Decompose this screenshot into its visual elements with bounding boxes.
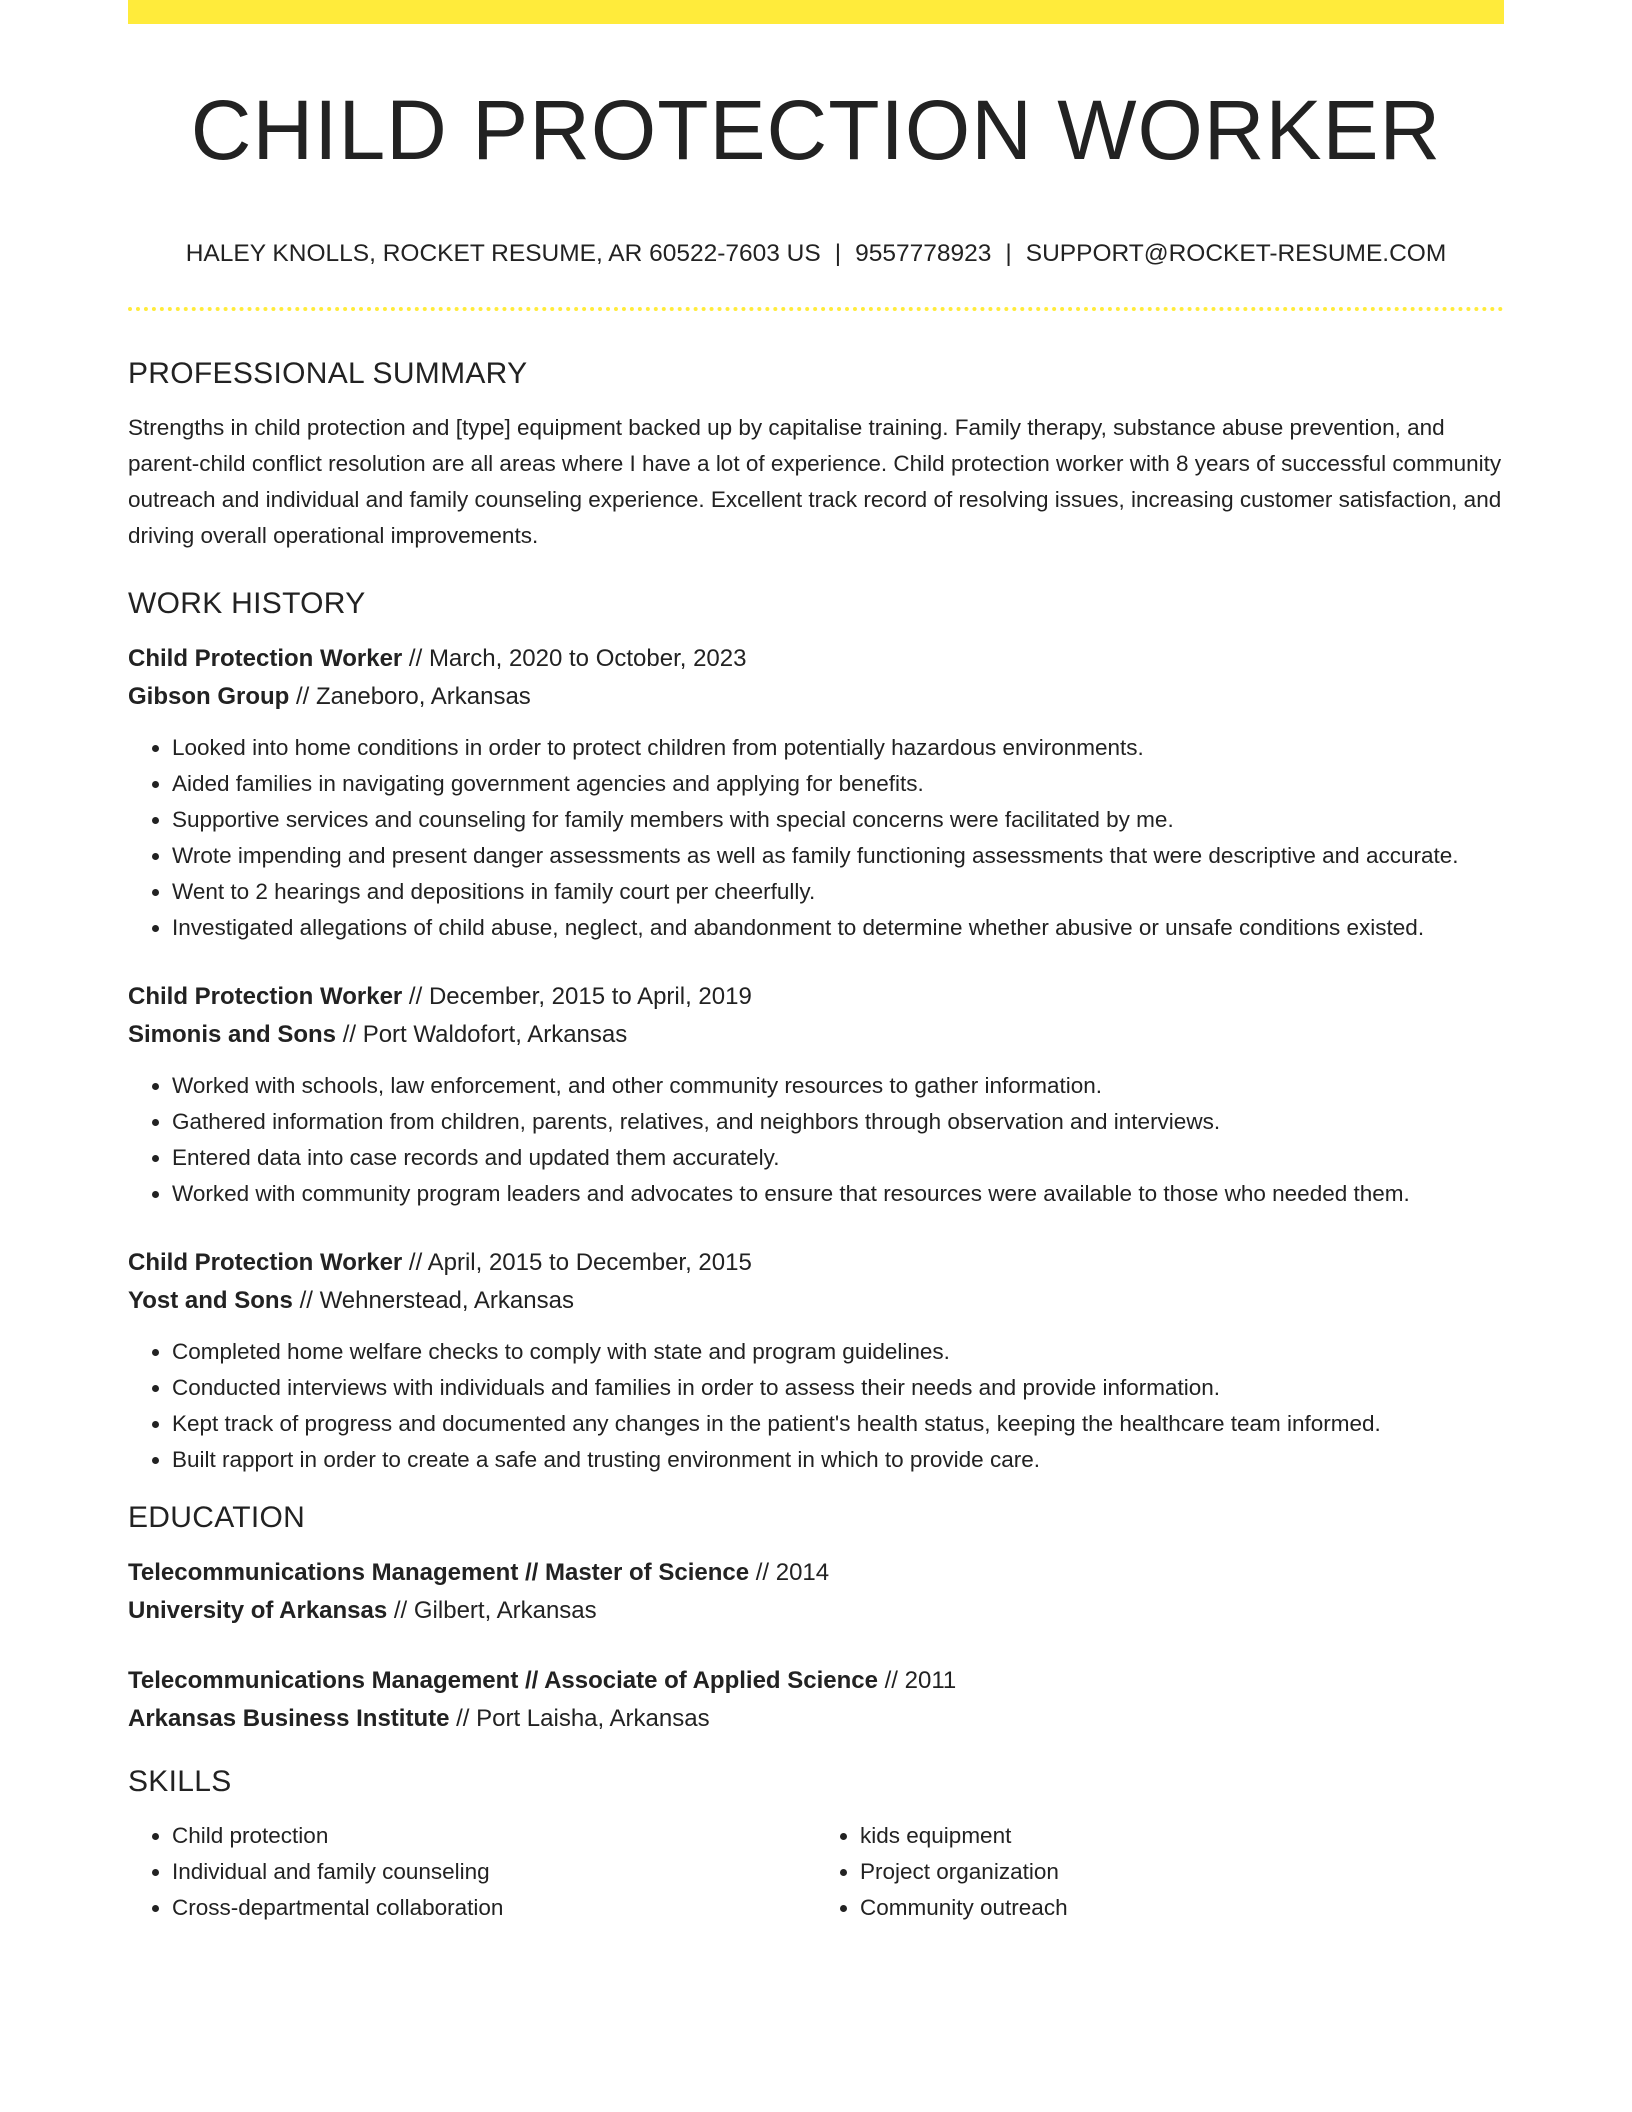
skills-columns [128, 1818, 1504, 1926]
list-item: • Went to 2 hearings and depositions in family court per cheerfully. [172, 874, 1504, 910]
job-entry [128, 978, 1504, 1212]
school-line [128, 1700, 1504, 1738]
dotted-divider [128, 307, 1504, 311]
list-item: • Community outreach [860, 1890, 1504, 1926]
summary-section [128, 352, 1504, 554]
list-item: • Worked with community program leaders and advocates to ensure that resources were available to those who needed them. [172, 1176, 1504, 1212]
section-heading: SKILLS [128, 1765, 232, 1798]
contact-separator: | [1005, 240, 1012, 267]
graduation-year: // 2014 [749, 1559, 830, 1586]
graduation-year: // 2011 [877, 1667, 957, 1694]
degree-line [128, 1662, 1504, 1700]
resume-content [128, 352, 1504, 1926]
job-company-line [128, 678, 1504, 716]
job-entry [128, 1244, 1504, 1478]
contact-separator: | [834, 240, 842, 267]
work-history-section [128, 582, 1504, 1478]
job-bullets [128, 730, 1504, 946]
degree-line [128, 1554, 1504, 1592]
list-item: • Investigated allegations of child abuse, neglect, and abandonment to determine whether abusive or unsafe conditions existed. [172, 910, 1504, 946]
list-item: • Project organization [860, 1854, 1504, 1890]
contact-phone: 9557778923 [855, 240, 992, 267]
list-item: • Conducted interviews with individuals and families in order to assess their needs and provide information. [172, 1370, 1504, 1406]
school-name: Arkansas Business Institute [128, 1705, 450, 1732]
list-item: • Built rapport in order to create a safe and trusting environment in which to provide care. [172, 1442, 1504, 1478]
list-item: • Wrote impending and present danger assessments as well as family functioning assessments that were descriptive and accurate. [172, 838, 1504, 874]
contact-line [128, 236, 1504, 272]
job-dates: // March, 2020 to October, 2023 [402, 645, 747, 672]
list-item: • Looked into home conditions in order to protect children from potentially hazardous environments. [172, 730, 1504, 766]
degree: Telecommunications Management // Associate of Applied Science [128, 1667, 878, 1694]
job-entry [128, 640, 1504, 946]
job-location: // Port Waldofort, Arkansas [336, 1021, 628, 1048]
school-location: // Port Laisha, Arkansas [449, 1705, 710, 1732]
job-company: Simonis and Sons [128, 1021, 337, 1048]
section-heading: EDUCATION [128, 1501, 306, 1534]
job-title: Child Protection Worker [128, 645, 403, 672]
section-heading: WORK HISTORY [128, 587, 366, 620]
list-item: • Worked with schools, law enforcement, and other community resources to gather information. [172, 1068, 1504, 1104]
list-item: • Gathered information from children, parents, relatives, and neighbors through observation and interviews. [172, 1104, 1504, 1140]
skills-list-right [816, 1818, 1504, 1926]
education-entry [128, 1662, 1504, 1738]
contact-address: HALEY KNOLLS, ROCKET RESUME, AR 60522-7603 US [185, 240, 821, 267]
resume-title: CHILD PROTECTION WORKER [190, 83, 1442, 177]
job-bullets [128, 1334, 1504, 1478]
job-title: Child Protection Worker [128, 1249, 403, 1276]
list-item: • Completed home welfare checks to comply with state and program guidelines. [172, 1334, 1504, 1370]
job-title-line [128, 1244, 1504, 1282]
school-location: // Gilbert, Arkansas [387, 1597, 597, 1624]
job-title-line [128, 978, 1504, 1016]
contact-email: SUPPORT@ROCKET-RESUME.COM [1025, 240, 1447, 267]
education-section [128, 1496, 1504, 1738]
list-item: • Entered data into case records and updated them accurately. [172, 1140, 1504, 1176]
job-company: Yost and Sons [128, 1287, 293, 1314]
list-item: • Kept track of progress and documented any changes in the patient's health status, keeping the healthcare team informed. [172, 1406, 1504, 1442]
job-dates: // April, 2015 to December, 2015 [402, 1249, 752, 1276]
list-item: • Supportive services and counseling for family members with special concerns were facilitated by me. [172, 802, 1504, 838]
list-item: • kids equipment [860, 1818, 1504, 1854]
job-company-line [128, 1282, 1504, 1320]
list-item: • Child protection [172, 1818, 816, 1854]
job-company: Gibson Group [128, 683, 290, 710]
section-heading: PROFESSIONAL SUMMARY [128, 357, 528, 390]
job-location: // Zaneboro, Arkansas [289, 683, 531, 710]
skills-list-left [128, 1818, 816, 1926]
list-item: • Aided families in navigating government agencies and applying for benefits. [172, 766, 1504, 802]
job-title: Child Protection Worker [128, 983, 403, 1010]
job-dates: // December, 2015 to April, 2019 [402, 983, 752, 1010]
summary-text: Strengths in child protection and [type] equipment backed up by capitalise training. Family therapy, substance abuse prevention, and parent-child conflict resolution are all areas where I have a lot of experience. Child protection worker with 8 years of successful community outreach and individual and family counseling experience. Excellent track record of resolving issues, increasing customer satisfaction, and driving overall operational improvements. [128, 415, 1502, 548]
list-item: • Cross-departmental collaboration [172, 1890, 816, 1926]
list-item: • Individual and family counseling [172, 1854, 816, 1890]
job-location: // Wehnerstead, Arkansas [292, 1287, 574, 1314]
school-name: University of Arkansas [128, 1597, 388, 1624]
accent-bar [128, 0, 1504, 24]
degree: Telecommunications Management // Master of Science [128, 1559, 750, 1586]
job-bullets [128, 1068, 1504, 1212]
skills-section [128, 1760, 1504, 1926]
school-line [128, 1592, 1504, 1630]
job-title-line [128, 640, 1504, 678]
education-entry [128, 1554, 1504, 1630]
job-company-line [128, 1016, 1504, 1054]
